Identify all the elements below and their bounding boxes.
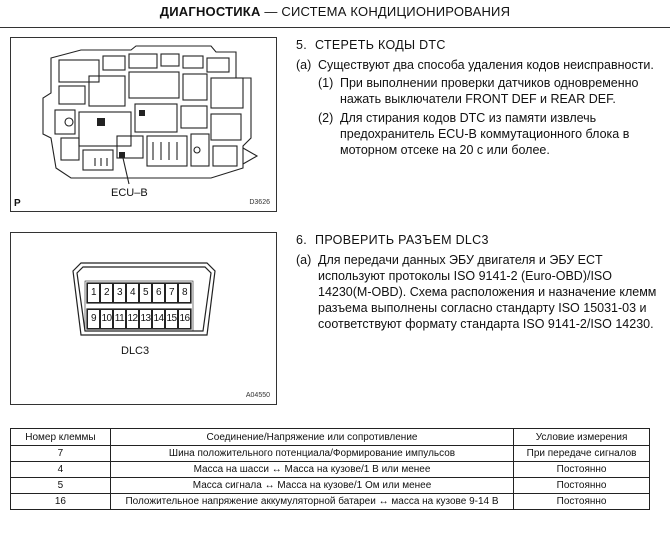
connector-pin: 12 — [126, 309, 139, 329]
table-header-row — [11, 429, 650, 446]
table-cell: При передаче сигналов — [514, 446, 650, 462]
table-row — [11, 494, 650, 510]
table-cell: 4 — [11, 462, 111, 478]
table-cell: 16 — [11, 494, 111, 510]
sub-paragraph-1: (1) При выполнении проверки датчиков одновременно нажать выключатели FRONT DEF и REAR DEF. — [318, 76, 639, 106]
table-cell: Масса на шасси ↔ Масса на кузове/1 В или менее — [110, 462, 513, 478]
corner-mark: P — [14, 198, 21, 209]
section-check-dlc3 — [296, 232, 661, 334]
connector-pin: 2 — [100, 283, 113, 303]
table-cell: Масса сигнала ↔ Масса на кузове/1 Ом или менее — [110, 478, 513, 494]
connector-pin: 5 — [139, 283, 152, 303]
pin-row-bottom — [87, 309, 191, 329]
connector-pin: 8 — [178, 283, 191, 303]
table-cell: Постоянно — [514, 478, 650, 494]
connector-pin: 4 — [126, 283, 139, 303]
column-header: Номер клеммы — [11, 429, 111, 446]
section-title: 5. СТЕРЕТЬ КОДЫ DTC — [296, 38, 446, 52]
pin-row-top — [87, 283, 191, 303]
table-cell: Постоянно — [514, 494, 650, 510]
figure-code: D3626 — [249, 199, 270, 206]
connector-pin: 14 — [152, 309, 165, 329]
connector-pin: 16 — [178, 309, 191, 329]
sub-paragraph-2: (2) Для стирания кодов DTC из памяти извлечь предохранитель ECU-B коммутационного блока в моторном отсеке на 20 с или более. — [318, 111, 630, 157]
section-clear-dtc — [296, 37, 661, 161]
table-cell: Постоянно — [514, 462, 650, 478]
connector-pin: 9 — [87, 309, 100, 329]
section-title: 6. ПРОВЕРИТЬ РАЗЪЕМ DLC3 — [296, 233, 489, 247]
connector-pin: 3 — [113, 283, 126, 303]
ecu-b-label: ECU–B — [111, 187, 148, 199]
terminal-table — [10, 428, 650, 510]
connector-pin: 10 — [100, 309, 113, 329]
paragraph-a: (a) Существуют два способа удаления кодов неисправности. — [296, 58, 654, 72]
table-row — [11, 478, 650, 494]
table-cell: Положительное напряжение аккумуляторной батареи ↔ масса на кузове 9-14 В — [110, 494, 513, 510]
figure-code: A04550 — [245, 392, 270, 399]
table-row — [11, 446, 650, 462]
fuse-box-drawing — [11, 38, 277, 212]
connector-pin: 13 — [139, 309, 152, 329]
table-cell: 5 — [11, 478, 111, 494]
connector-pin: 1 — [87, 283, 100, 303]
column-header: Условие измерения — [514, 429, 650, 446]
dlc3-label: DLC3 — [121, 345, 150, 357]
page-title: ДИАГНОСТИКА — СИСТЕМА КОНДИЦИОНИРОВАНИЯ — [0, 0, 670, 28]
table-cell: Шина положительного потенциала/Формирование импульсов — [110, 446, 513, 462]
table-row — [11, 462, 650, 478]
connector-pin: 6 — [152, 283, 165, 303]
column-header: Соединение/Напряжение или сопротивление — [110, 429, 513, 446]
table-cell: 7 — [11, 446, 111, 462]
dlc3-connector-figure — [10, 232, 277, 405]
connector-pin: 11 — [113, 309, 126, 329]
ecu-b-fuse-box-figure — [10, 37, 277, 212]
connector-pin: 15 — [165, 309, 178, 329]
paragraph-a: (a) Для передачи данных ЭБУ двигателя и ЭБУ ECT используют протоколы ISO 9141-2 (Euro-OBD)/ISO 14230(M-OBD). Схема расположения и назначение клемм разъема выполнены согласно стандарту ISO 15031-03 и соответствуют формату стандарта ISO 9141-2/ISO 14230. — [296, 253, 657, 331]
connector-pin: 7 — [165, 283, 178, 303]
